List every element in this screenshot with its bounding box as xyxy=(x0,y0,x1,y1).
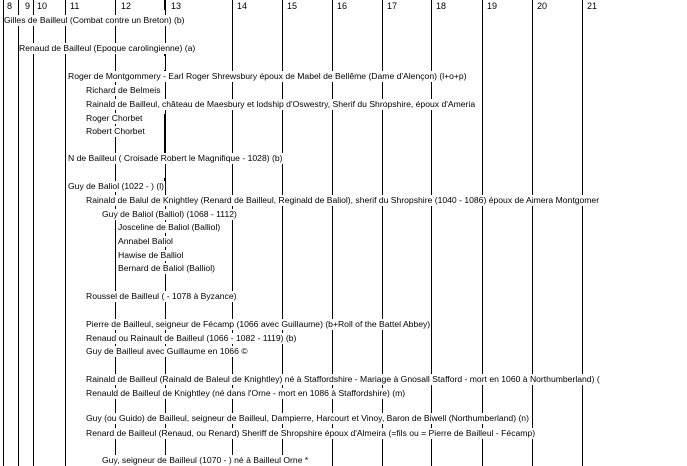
column-divider xyxy=(33,0,34,466)
column-header: 18 xyxy=(436,1,447,11)
column-header: 11 xyxy=(70,1,80,11)
column-marker xyxy=(164,114,166,154)
column-header: 15 xyxy=(287,1,298,11)
genealogy-entry: Renard de Bailleul (Renaud, ou Renard) Sheriff de Shropshire époux d'Almeira (=fils ou = Pierre de Bailleul - Fécamp) xyxy=(86,428,536,438)
column-header: 14 xyxy=(237,1,248,11)
column-header: 17 xyxy=(387,1,398,11)
genealogy-entry: Roussel de Bailleul ( - 1078 à Byzance) xyxy=(86,291,237,301)
column-divider xyxy=(582,0,583,466)
genealogy-entry: Hawise de Balliol xyxy=(118,250,184,260)
genealogy-entry: Roger de Montgommery - Earl Roger Shrewsbury époux de Mabel de Bellême (Dame d'Alençon) (l+o+p) xyxy=(68,71,467,81)
column-header: 10 xyxy=(37,1,48,11)
column-header: 12 xyxy=(121,1,132,11)
genealogy-entry: Guy, seigneur de Bailleul (1070 - ) né à Bailleul Orne * xyxy=(102,455,309,465)
genealogy-entry: Rainald de Bailleul, château de Maesbury et lodship d'Oswestry, Sherif du Shropshire, époux d'Ameria xyxy=(86,99,476,109)
column-divider xyxy=(18,0,19,466)
column-header: 19 xyxy=(487,1,498,11)
genealogy-entry: Gilles de Bailleul (Combat contre un Breton) (b) xyxy=(4,15,185,25)
column-divider xyxy=(3,0,4,466)
column-divider xyxy=(431,0,432,466)
genealogy-entry: Guy de Bailleul avec Guillaume en 1066 © xyxy=(86,346,248,356)
genealogy-entry: Pierre de Bailleul, seigneur de Fécamp (1066 avec Guillaume) (b+Roll of the Battel Abbey) xyxy=(86,319,431,329)
column-header: 20 xyxy=(537,1,548,11)
genealogy-entry: Robert Chorbet xyxy=(86,126,145,136)
genealogy-entry: Rainald de Bailleul (Rainald de Baleul de Knightley) né à Staffordshire - Mariage à Gnosall Stafford - mort en 1060 à Northumberland) ( xyxy=(86,374,600,384)
column-header: 16 xyxy=(337,1,348,11)
column-divider xyxy=(65,0,66,466)
column-header: 13 xyxy=(171,1,182,11)
column-header: 9 xyxy=(25,1,31,11)
genealogy-entry: Richard de Belmeis xyxy=(86,85,161,95)
genealogy-entry: Guy de Baliol (Balliol) (1068 - 1112) xyxy=(102,209,237,219)
column-header: 8 xyxy=(7,1,13,11)
genealogy-entry: Guy de Baliol (1022 - ) (l) xyxy=(68,181,164,191)
column-divider xyxy=(482,0,483,466)
genealogy-entry: Guy (ou Guido) de Bailleul, seigneur de Bailleul, Dampierre, Harcourt et Vinoy, Baron de Biwell (Northumberland) (n) xyxy=(86,413,529,423)
genealogy-entry: Roger Chorbet xyxy=(86,113,143,123)
column-divider xyxy=(532,0,533,466)
genealogy-entry: Renauld de Bailleul de Knightley (né dans l'Orne - mort en 1086 à Staffordshire) (m) xyxy=(86,388,406,398)
genealogy-entry: Annabel Baliol xyxy=(118,236,173,246)
column-header: 21 xyxy=(587,1,598,11)
genealogy-entry: N de Bailleul ( Croisade Robert le Magnifique - 1028) (b) xyxy=(68,153,283,163)
genealogy-entry: Josceline de Baliol (Balliol) xyxy=(118,222,221,232)
genealogy-entry: Renaud de Bailleul (Epoque carolingienne) (a) xyxy=(19,43,196,53)
genealogy-entry: Renaud ou Rainault de Bailleul (1066 - 1082 - 1119) (b) xyxy=(86,333,297,343)
genealogy-entry: Bernard de Baliol (Balliol) xyxy=(118,263,215,273)
column-marker xyxy=(164,0,166,10)
genealogy-entry: Rainald de Balul de Knightley (Renard de Bailleul, Reginald de Baliol), sherif du Shropshire (1040 - 1086) époux de Aimera Montgomer xyxy=(86,195,600,205)
